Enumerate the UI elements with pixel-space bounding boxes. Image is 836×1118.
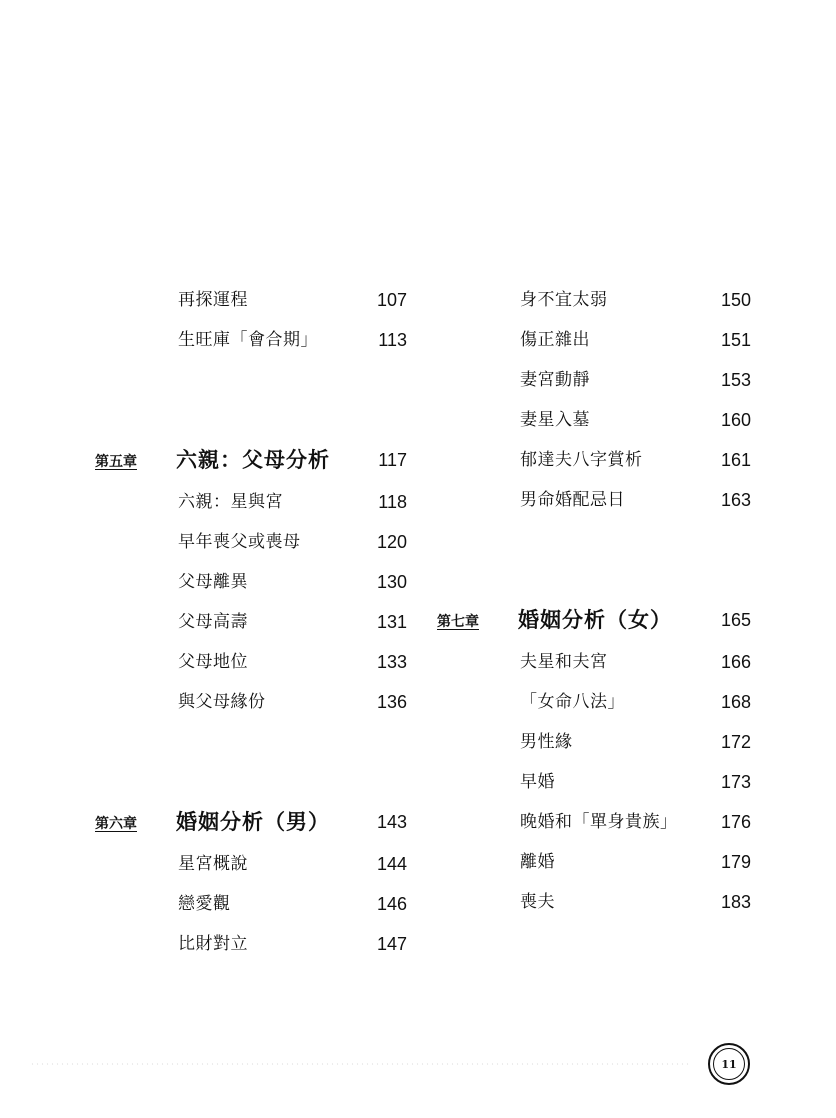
entry-title: 郁達夫八字賞析 xyxy=(520,450,643,470)
entry-page-number: 151 xyxy=(720,330,751,350)
footer-dotted-rule xyxy=(30,1063,690,1065)
toc-entry-row[interactable] xyxy=(437,724,797,764)
entry-title: 戀愛觀 xyxy=(178,894,231,914)
toc-entry-row[interactable] xyxy=(95,644,455,684)
toc-entry-row[interactable] xyxy=(95,604,455,644)
entry-page-number: 130 xyxy=(376,572,407,592)
toc-entry-row[interactable] xyxy=(437,644,797,684)
entry-title: 六親：星與宮 xyxy=(178,492,283,512)
entry-page-number: 117 xyxy=(378,450,407,470)
chapter-label: 第五章 xyxy=(95,454,137,470)
page-number-badge xyxy=(708,1043,750,1085)
toc-chapter-row[interactable] xyxy=(437,602,797,644)
toc-entry-row[interactable] xyxy=(95,484,455,524)
chapter-label: 第七章 xyxy=(437,614,479,630)
toc-entry-row[interactable] xyxy=(95,684,455,724)
entry-title: 喪夫 xyxy=(520,892,555,912)
entry-page-number: 183 xyxy=(720,892,751,912)
entry-title: 男命婚配忌日 xyxy=(520,490,625,510)
entry-title: 比財對立 xyxy=(178,934,248,954)
toc-spacer xyxy=(95,402,455,442)
toc-spacer xyxy=(95,362,455,402)
entry-title: 生旺庫「會合期」 xyxy=(178,330,318,350)
toc-chapter-row[interactable] xyxy=(95,804,455,846)
chapter-label: 第六章 xyxy=(95,816,137,832)
toc-entry-row[interactable] xyxy=(95,886,455,926)
toc-entry-row[interactable] xyxy=(437,362,797,402)
entry-page-number: 113 xyxy=(378,330,407,350)
entry-title: 與父母緣份 xyxy=(178,692,266,712)
entry-page-number: 163 xyxy=(720,490,751,510)
entry-title: 離婚 xyxy=(520,852,555,872)
entry-page-number: 120 xyxy=(376,532,407,552)
toc-spacer xyxy=(437,522,797,562)
toc-right-column xyxy=(437,282,797,924)
toc-entry-row[interactable] xyxy=(437,282,797,322)
entry-page-number: 144 xyxy=(376,854,407,874)
entry-title: 夫星和夫宮 xyxy=(520,652,608,672)
entry-page-number: 131 xyxy=(376,612,407,632)
entry-page-number: 176 xyxy=(720,812,751,832)
page-number: 11 xyxy=(721,1057,737,1071)
toc-spacer xyxy=(437,562,797,602)
entry-title: 傷正雜出 xyxy=(520,330,590,350)
toc-spacer xyxy=(95,764,455,804)
entry-title: 妻宮動靜 xyxy=(520,370,590,390)
entry-title: 父母離異 xyxy=(178,572,248,592)
entry-title: 父母高壽 xyxy=(178,612,248,632)
entry-page-number: 168 xyxy=(720,692,751,712)
entry-page-number: 166 xyxy=(720,652,751,672)
toc-entry-row[interactable] xyxy=(437,322,797,362)
entry-title: 早婚 xyxy=(520,772,555,792)
toc-entry-row[interactable] xyxy=(95,846,455,886)
entry-page-number: 173 xyxy=(720,772,751,792)
toc-entry-row[interactable] xyxy=(437,764,797,804)
entry-page-number: 172 xyxy=(720,732,751,752)
toc-entry-row[interactable] xyxy=(95,564,455,604)
toc-entry-row[interactable] xyxy=(437,442,797,482)
entry-title: 晚婚和「單身貴族」 xyxy=(520,812,678,832)
toc-chapter-row[interactable] xyxy=(95,442,455,484)
entry-title: 星宮概說 xyxy=(178,854,248,874)
toc-left-column xyxy=(95,282,455,966)
toc-entry-row[interactable] xyxy=(437,884,797,924)
entry-page-number: 147 xyxy=(376,934,407,954)
entry-page-number: 107 xyxy=(376,290,407,310)
entry-page-number: 161 xyxy=(720,450,751,470)
toc-entry-row[interactable] xyxy=(437,804,797,844)
toc-entry-row[interactable] xyxy=(95,926,455,966)
entry-page-number: 179 xyxy=(720,852,751,872)
entry-title: 男性緣 xyxy=(520,732,573,752)
toc-entry-row[interactable] xyxy=(95,524,455,564)
entry-page-number: 150 xyxy=(720,290,751,310)
toc-entry-row[interactable] xyxy=(437,402,797,442)
entry-title: 「女命八法」 xyxy=(520,692,625,712)
entry-title: 父母地位 xyxy=(178,652,248,672)
entry-page-number: 136 xyxy=(376,692,407,712)
entry-page-number: 133 xyxy=(376,652,407,672)
entry-title: 妻星入墓 xyxy=(520,410,590,430)
toc-entry-row[interactable] xyxy=(437,844,797,884)
entry-title: 再探運程 xyxy=(178,290,248,310)
entry-page-number: 146 xyxy=(376,894,407,914)
entry-title: 身不宜太弱 xyxy=(520,290,608,310)
chapter-title: 婚姻分析（男） xyxy=(176,809,330,834)
entry-page-number: 143 xyxy=(376,812,407,832)
toc-entry-row[interactable] xyxy=(95,322,455,362)
toc-spacer xyxy=(95,724,455,764)
entry-page-number: 118 xyxy=(378,492,407,512)
entry-page-number: 165 xyxy=(720,610,751,630)
entry-title: 早年喪父或喪母 xyxy=(178,532,301,552)
chapter-title: 六親：父母分析 xyxy=(176,447,330,472)
entry-page-number: 153 xyxy=(720,370,751,390)
toc-entry-row[interactable] xyxy=(437,482,797,522)
entry-page-number: 160 xyxy=(720,410,751,430)
chapter-title: 婚姻分析（女） xyxy=(518,607,672,632)
toc-entry-row[interactable] xyxy=(95,282,455,322)
toc-entry-row[interactable] xyxy=(437,684,797,724)
